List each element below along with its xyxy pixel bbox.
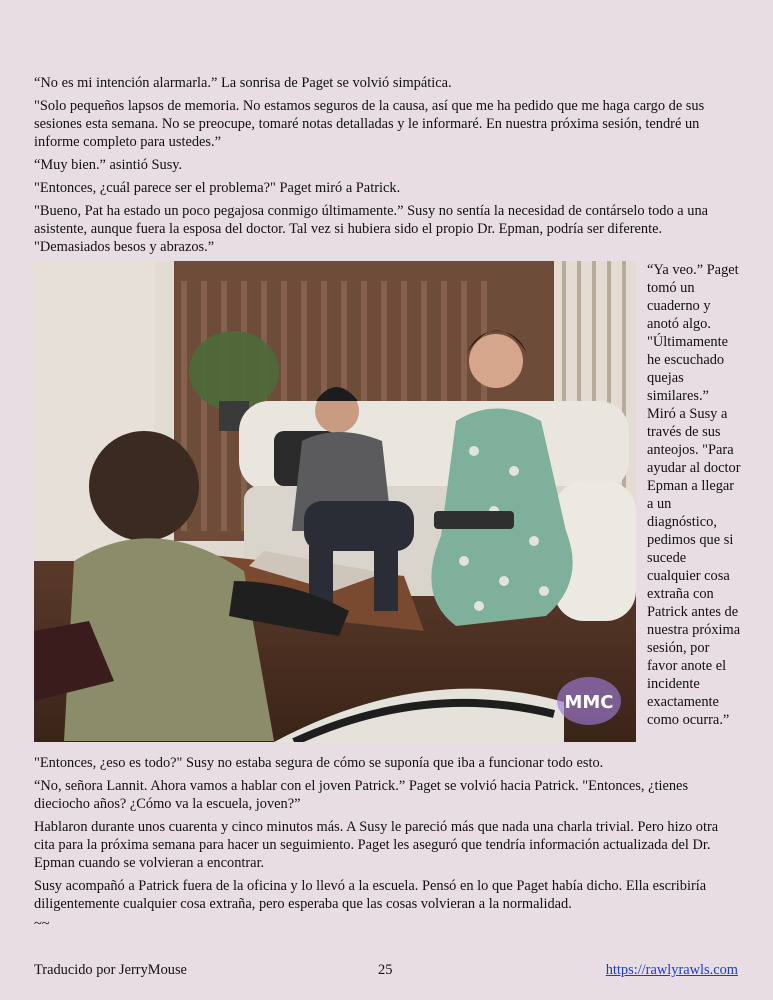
side-paragraph: “Ya veo.” Paget tomó un cuaderno y anotó algo. "Últimamente he escuchado quejas similares.” Miró a Susy a través de sus anteojos. "Para ayudar al doctor Epman a llegar a un diagnóstico, pedimos que si sucede cualquier cosa extraña con Patrick antes de nuestra próxima sesión, por favor anote el incidente exactamente como ocurra.” bbox=[647, 262, 741, 728]
paragraph: "Entonces, ¿eso es todo?" Susy no estaba segura de cómo se suponía que iba a funcionar todo esto. bbox=[34, 755, 604, 771]
illustration-scene bbox=[34, 261, 636, 742]
paragraph: “No es mi intención alarmarla.” La sonrisa de Paget se volvió simpática. bbox=[34, 75, 452, 91]
paragraph: "Bueno, Pat ha estado un poco pegajosa conmigo últimamente.” Susy no sentía la necesidad de contárselo todo a una asistente, aunque fuera la esposa del doctor. Tal vez si hubiera sido el propio Dr. Epman, podría ser diferente. "Demasiados besos y abrazos.” bbox=[34, 203, 709, 255]
translator-credit: Traducido por JerryMouse bbox=[34, 962, 187, 978]
paragraph: "Entonces, ¿cuál parece ser el problema?" Paget miró a Patrick. bbox=[34, 180, 401, 196]
paragraph: "Solo pequeños lapsos de memoria. No estamos seguros de la causa, así que me ha pedido que me haga cargo de sus sesiones esta semana. No se preocupe, tomaré notas detalladas y le informaré. En nuestra próxima sesión, tendré un informe completo para ustedes.” bbox=[34, 98, 705, 150]
page-number: 25 bbox=[378, 962, 393, 978]
section-separator: ~~ bbox=[34, 916, 50, 932]
comic-illustration bbox=[34, 261, 636, 742]
page-footer bbox=[34, 962, 740, 980]
watermark-text: MMC bbox=[564, 692, 614, 713]
paragraph: Hablaron durante unos cuarenta y cinco minutos más. A Susy le pareció más que nada una charla trivial. Pero hizo otra cita para la próxima semana para hacer un seguimiento. Paget les aseguró que tendría información actualizada del Dr. Epman cuando se volvieran a encontrar. bbox=[34, 819, 719, 871]
illustration-block bbox=[34, 261, 740, 748]
paragraph: Susy acompañó a Patrick fuera de la oficina y lo llevó a la escuela. Pensó en lo que Paget había dicho. Ella escribiría diligentemente cualquier cosa extraña, pero esperaba que las cosas volvieran a la normalidad. bbox=[34, 878, 707, 912]
paragraph: “Muy bien.” asintió Susy. bbox=[34, 157, 183, 173]
paragraph: “No, señora Lannit. Ahora vamos a hablar con el joven Patrick.” Paget se volvió hacia Patrick. "Entonces, ¿tienes dieciocho años? ¿Cómo va la escuela, joven?” bbox=[34, 778, 689, 812]
page-body bbox=[34, 74, 740, 918]
website-link[interactable]: https://rawlyrawls.com bbox=[605, 962, 738, 978]
